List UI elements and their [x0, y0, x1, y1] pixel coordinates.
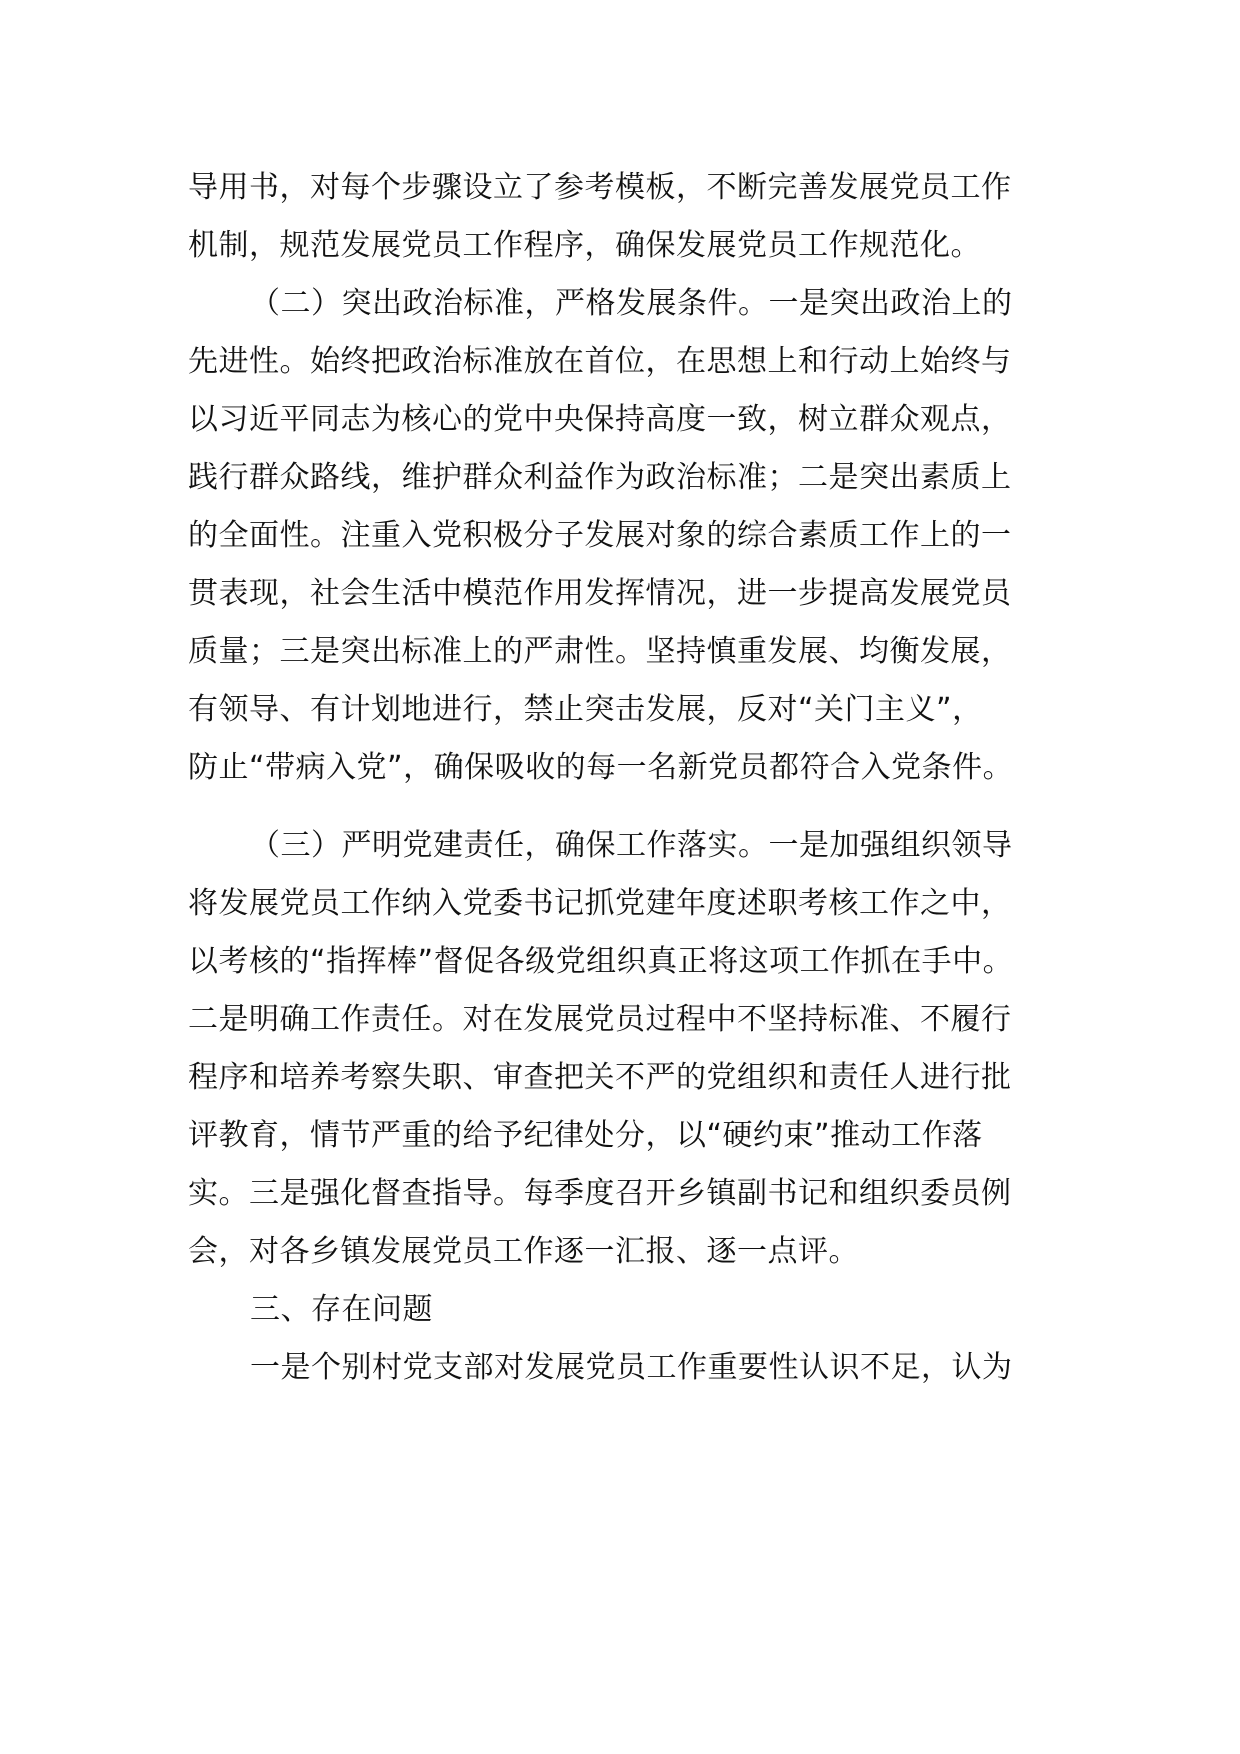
- body-line: 评教育，情节严重的给予纪律处分，以“硬约束”推动工作落: [188, 1118, 983, 1153]
- body-line: 先进性。始终把政治标准放在首位，在思想上和行动上始终与: [188, 344, 1012, 379]
- body-line: 二是明确工作责任。对在发展党员过程中不坚持标准、不履行: [188, 1002, 1012, 1037]
- body-line: 机制，规范发展党员工作程序，确保发展党员工作规范化。: [188, 228, 981, 263]
- body-line: 以考核的“指挥棒”督促各级党组织真正将这项工作抓在手中。: [188, 944, 1014, 979]
- section-heading-line: （二）突出政治标准，严格发展条件。一是突出政治上的: [250, 286, 1013, 321]
- section-heading-line: （三）严明党建责任，确保工作落实。一是加强组织领导: [250, 828, 1013, 863]
- body-line: 实。三是强化督查指导。每季度召开乡镇副书记和组织委员例: [188, 1176, 1012, 1211]
- body-line: 程序和培养考察失职、审查把关不严的党组织和责任人进行批: [188, 1060, 1012, 1095]
- body-line: 的全面性。注重入党积极分子发展对象的综合素质工作上的一: [188, 518, 1012, 553]
- body-line: 践行群众路线，维护群众利益作为政治标准；二是突出素质上: [188, 460, 1012, 495]
- body-line: 有领导、有计划地进行，禁止突击发展，反对“关门主义”，: [188, 692, 983, 727]
- body-line: 以习近平同志为核心的党中央保持高度一致，树立群众观点，: [188, 402, 1012, 437]
- body-line: 防止“带病入党”，确保吸收的每一名新党员都符合入党条件。: [188, 750, 1014, 785]
- body-line: 将发展党员工作纳入党委书记抓党建年度述职考核工作之中，: [188, 886, 1012, 921]
- body-line: 会，对各乡镇发展党员工作逐一汇报、逐一点评。: [188, 1234, 859, 1269]
- body-line: 一是个别村党支部对发展党员工作重要性认识不足，认为: [250, 1350, 1013, 1385]
- body-line: 质量；三是突出标准上的严肃性。坚持慎重发展、均衡发展，: [188, 634, 1012, 669]
- body-line: 贯表现，社会生活中模范作用发挥情况，进一步提高发展党员: [188, 576, 1012, 611]
- body-line: 导用书，对每个步骤设立了参考模板，不断完善发展党员工作: [188, 170, 1012, 205]
- chapter-heading: 三、存在问题: [250, 1292, 433, 1327]
